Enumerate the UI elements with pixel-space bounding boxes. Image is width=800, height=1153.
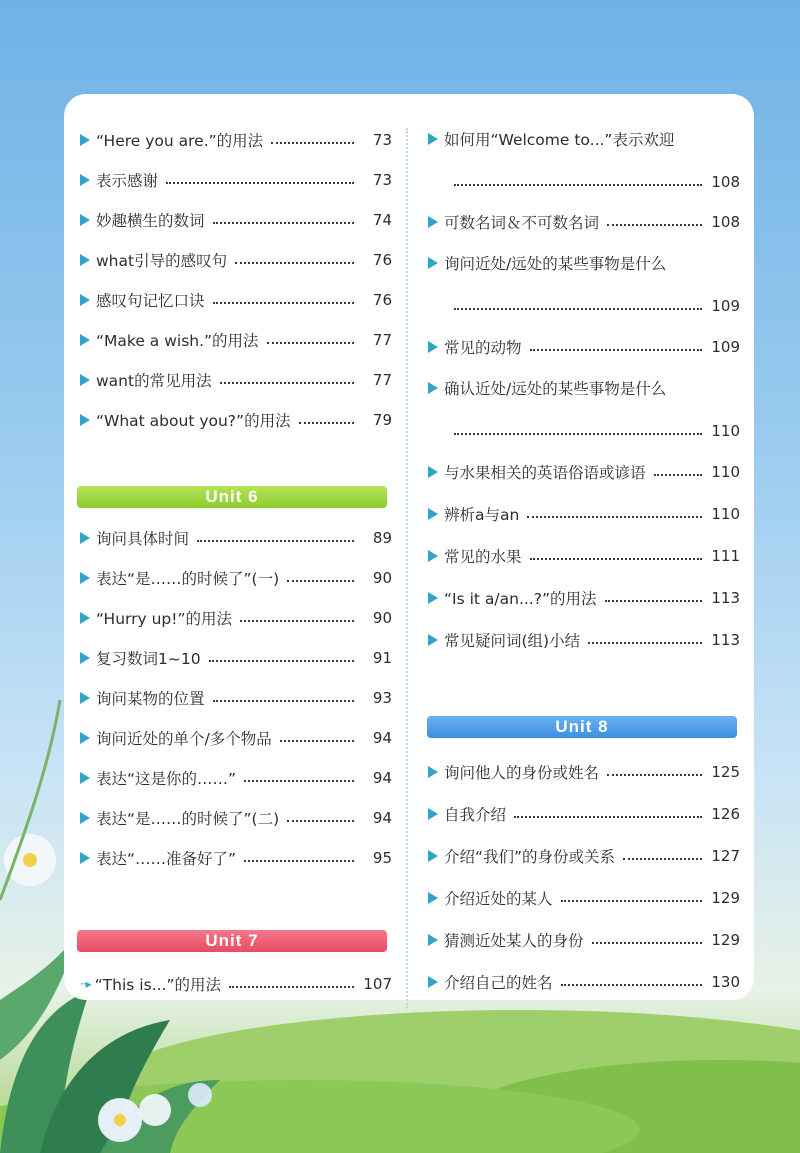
dot-leader bbox=[592, 942, 702, 944]
triangle-bullet-icon bbox=[428, 257, 438, 269]
triangle-bullet-icon bbox=[80, 214, 90, 226]
dot-leader bbox=[623, 858, 702, 860]
dot-leader bbox=[527, 516, 702, 518]
entry-page: 93 bbox=[372, 689, 392, 707]
entry-title: what引导的感叹句 bbox=[96, 252, 228, 270]
entry-title: 表达“是……的时候了”(二) bbox=[96, 810, 280, 828]
entry-title: 辨析a与an bbox=[444, 506, 520, 524]
triangle-bullet-icon bbox=[428, 850, 438, 862]
triangle-bullet-icon bbox=[428, 216, 438, 228]
entry-title: 可数名词＆不可数名词 bbox=[444, 214, 600, 232]
dot-leader bbox=[240, 620, 354, 622]
entry-title: 表达“……准备好了” bbox=[96, 850, 237, 868]
entry-page: 90 bbox=[372, 569, 392, 587]
dot-leader bbox=[514, 816, 702, 818]
triangle-bullet-icon bbox=[80, 374, 90, 386]
entry-page: 113 bbox=[711, 631, 740, 649]
entry-title: “Make a wish.”的用法 bbox=[96, 332, 259, 350]
dot-leader bbox=[561, 984, 702, 986]
triangle-bullet-icon bbox=[428, 766, 438, 778]
entry-page: 127 bbox=[711, 847, 740, 865]
dot-leader bbox=[166, 182, 354, 184]
entry-page: 73 bbox=[372, 171, 392, 189]
entry-title: 询问他人的身份或姓名 bbox=[444, 764, 600, 782]
triangle-bullet-icon bbox=[428, 133, 438, 145]
entry-page: 79 bbox=[372, 411, 392, 429]
dot-leader bbox=[530, 349, 702, 351]
dot-leader bbox=[454, 433, 702, 435]
entry-title: 询问某物的位置 bbox=[96, 690, 205, 708]
entry-page: 94 bbox=[372, 729, 392, 747]
toc-entry[interactable] bbox=[428, 208, 740, 236]
entry-title: 自我介绍 bbox=[444, 806, 507, 824]
triangle-bullet-icon bbox=[428, 808, 438, 820]
toc-entry[interactable] bbox=[80, 366, 392, 394]
entry-title: “Here you are.”的用法 bbox=[96, 132, 264, 150]
entry-title: 表达“这是你的……” bbox=[96, 770, 237, 788]
dot-leader bbox=[299, 422, 354, 424]
toc-entry[interactable] bbox=[428, 758, 740, 786]
dot-leader bbox=[287, 580, 354, 582]
entry-title: 询问具体时间 bbox=[96, 530, 190, 548]
triangle-bullet-icon bbox=[80, 532, 90, 544]
toc-entry[interactable] bbox=[80, 246, 392, 274]
toc-entry[interactable] bbox=[428, 375, 740, 440]
dot-leader bbox=[267, 342, 354, 344]
toc-entry[interactable] bbox=[80, 604, 392, 632]
unit-7-banner: Unit 7 bbox=[77, 930, 387, 952]
entry-page: 111 bbox=[711, 547, 740, 565]
entry-title: 介绍“我们”的身份或关系 bbox=[444, 848, 616, 866]
entry-page: 110 bbox=[711, 505, 740, 523]
toc-entry[interactable] bbox=[428, 800, 740, 828]
dot-leader bbox=[213, 222, 354, 224]
entry-title: 如何用“Welcome to...”表示欢迎 bbox=[444, 131, 675, 149]
entry-title: 常见的水果 bbox=[444, 548, 522, 566]
dot-leader bbox=[607, 224, 702, 226]
triangle-bullet-icon bbox=[428, 592, 438, 604]
toc-entry[interactable] bbox=[80, 564, 392, 592]
entry-page: 113 bbox=[711, 589, 740, 607]
entry-title: 询问近处的单个/多个物品 bbox=[96, 730, 272, 748]
triangle-bullet-icon bbox=[80, 652, 90, 664]
toc-entry[interactable] bbox=[428, 126, 740, 191]
dot-leader bbox=[280, 740, 354, 742]
dot-leader bbox=[244, 860, 354, 862]
toc-entry[interactable] bbox=[80, 804, 392, 832]
toc-entry[interactable] bbox=[80, 406, 392, 434]
toc-entry[interactable] bbox=[80, 844, 392, 872]
entry-title: “This is...”的用法 bbox=[94, 976, 221, 994]
triangle-bullet-icon bbox=[80, 772, 90, 784]
entry-page: 91 bbox=[372, 649, 392, 667]
entry-title: 复习数词1~10 bbox=[96, 650, 201, 668]
entry-title: 确认近处/远处的某些事物是什么 bbox=[444, 380, 667, 398]
toc-entry[interactable] bbox=[428, 842, 740, 870]
entry-title: 表示感谢 bbox=[96, 172, 159, 190]
triangle-bullet-icon bbox=[428, 508, 438, 520]
entry-title: 感叹句记忆口诀 bbox=[96, 292, 205, 310]
toc-entry[interactable] bbox=[80, 206, 392, 234]
toc-entry[interactable] bbox=[80, 126, 392, 154]
toc-entry[interactable] bbox=[428, 584, 740, 612]
triangle-bullet-icon bbox=[80, 852, 90, 864]
toc-entry[interactable] bbox=[80, 524, 392, 552]
entry-title: 询问近处/远处的某些事物是什么 bbox=[444, 255, 667, 273]
dot-leader bbox=[654, 474, 702, 476]
column-divider bbox=[406, 128, 408, 1008]
toc-entry[interactable] bbox=[80, 724, 392, 752]
entry-page: 95 bbox=[372, 849, 392, 867]
dot-leader bbox=[454, 308, 702, 310]
dot-leader bbox=[235, 262, 354, 264]
toc-entry[interactable] bbox=[80, 166, 392, 194]
entry-title: “Hurry up!”的用法 bbox=[96, 610, 233, 628]
entry-page: 129 bbox=[711, 889, 740, 907]
dot-leader bbox=[220, 382, 354, 384]
triangle-bullet-icon bbox=[80, 334, 90, 346]
dot-leader bbox=[530, 558, 702, 560]
triangle-bullet-icon bbox=[428, 634, 438, 646]
toc-entry[interactable] bbox=[428, 926, 740, 954]
toc-entry[interactable] bbox=[80, 286, 392, 314]
toc-entry[interactable] bbox=[80, 684, 392, 712]
dot-leader bbox=[197, 540, 354, 542]
triangle-bullet-icon bbox=[80, 134, 90, 146]
toc-entry[interactable] bbox=[428, 250, 740, 315]
toc-entry[interactable] bbox=[80, 764, 392, 792]
toc-entry[interactable] bbox=[428, 542, 740, 570]
triangle-bullet-icon bbox=[80, 612, 90, 624]
entry-page: 129 bbox=[711, 931, 740, 949]
triangle-bullet-icon bbox=[80, 692, 90, 704]
dot-leader bbox=[605, 600, 703, 602]
entry-page: 89 bbox=[372, 529, 392, 547]
dot-leader bbox=[209, 660, 354, 662]
entry-page: 73 bbox=[372, 131, 392, 149]
entry-page: 90 bbox=[372, 609, 392, 627]
triangle-bullet-icon bbox=[80, 572, 90, 584]
entry-page: 109 bbox=[711, 338, 740, 356]
entry-title: 介绍自己的姓名 bbox=[444, 974, 553, 992]
entry-page: 110 bbox=[711, 463, 740, 481]
toc-entry[interactable] bbox=[428, 968, 740, 996]
dot-leader bbox=[561, 900, 702, 902]
triangle-bullet-icon bbox=[80, 732, 90, 744]
toc-entry[interactable] bbox=[428, 333, 740, 361]
entry-title: 猜测近处某人的身份 bbox=[444, 932, 584, 950]
triangle-bullet-icon bbox=[80, 254, 90, 266]
entry-page: 74 bbox=[372, 211, 392, 229]
triangle-bullet-icon bbox=[80, 414, 90, 426]
entry-page: 125 bbox=[711, 763, 740, 781]
entry-page: 107 bbox=[363, 975, 392, 993]
triangle-bullet-icon bbox=[428, 934, 438, 946]
entry-title: “What about you?”的用法 bbox=[96, 412, 291, 430]
triangle-bullet-icon bbox=[80, 294, 90, 306]
dot-leader bbox=[244, 780, 354, 782]
dot-leader bbox=[213, 700, 354, 702]
toc-entry[interactable] bbox=[428, 500, 740, 528]
triangle-bullet-icon bbox=[428, 976, 438, 988]
triangle-bullet-icon bbox=[80, 174, 90, 186]
triangle-bullet-icon bbox=[80, 812, 90, 824]
dot-leader bbox=[287, 820, 354, 822]
entry-title: 与水果相关的英语俗语或谚语 bbox=[444, 464, 646, 482]
toc-entry[interactable] bbox=[80, 644, 392, 672]
dot-leader bbox=[588, 642, 702, 644]
dot-leader bbox=[213, 302, 354, 304]
toc-entry[interactable] bbox=[428, 626, 740, 654]
entry-page: 108 bbox=[711, 213, 740, 231]
entry-page: 94 bbox=[372, 769, 392, 787]
entry-page: 77 bbox=[372, 331, 392, 349]
triangle-bullet-icon bbox=[428, 466, 438, 478]
dot-leader bbox=[229, 986, 354, 988]
dot-leader bbox=[271, 142, 354, 144]
triangle-bullet-icon bbox=[428, 341, 438, 353]
entry-title: 常见疑问词(组)小结 bbox=[444, 632, 581, 650]
dot-leader bbox=[607, 774, 702, 776]
triangle-bullet-icon bbox=[428, 550, 438, 562]
toc-entry[interactable] bbox=[80, 326, 392, 354]
entry-page: 126 bbox=[711, 805, 740, 823]
entry-title: 介绍近处的某人 bbox=[444, 890, 553, 908]
entry-title: 表达“是……的时候了”(一) bbox=[96, 570, 280, 588]
entry-title: 妙趣横生的数词 bbox=[96, 212, 205, 230]
entry-title: “Is it a/an...?”的用法 bbox=[444, 590, 597, 608]
entry-title: want的常见用法 bbox=[96, 372, 212, 390]
toc-entry[interactable] bbox=[80, 970, 392, 998]
entry-page: 108 bbox=[711, 173, 740, 191]
unit-8-banner: Unit 8 bbox=[427, 716, 737, 738]
toc-entry[interactable] bbox=[428, 884, 740, 912]
triangle-bullet-icon bbox=[428, 382, 438, 394]
unit-6-banner: Unit 6 bbox=[77, 486, 387, 508]
dots-arrow-icon: ··▸ bbox=[80, 977, 91, 991]
entry-page: 109 bbox=[711, 297, 740, 315]
entry-page: 77 bbox=[372, 371, 392, 389]
entry-page: 76 bbox=[372, 291, 392, 309]
entry-page: 94 bbox=[372, 809, 392, 827]
dot-leader bbox=[454, 184, 702, 186]
entry-page: 110 bbox=[711, 422, 740, 440]
entry-title: 常见的动物 bbox=[444, 339, 522, 357]
entry-page: 130 bbox=[711, 973, 740, 991]
entry-page: 76 bbox=[372, 251, 392, 269]
triangle-bullet-icon bbox=[428, 892, 438, 904]
toc-entry[interactable] bbox=[428, 458, 740, 486]
